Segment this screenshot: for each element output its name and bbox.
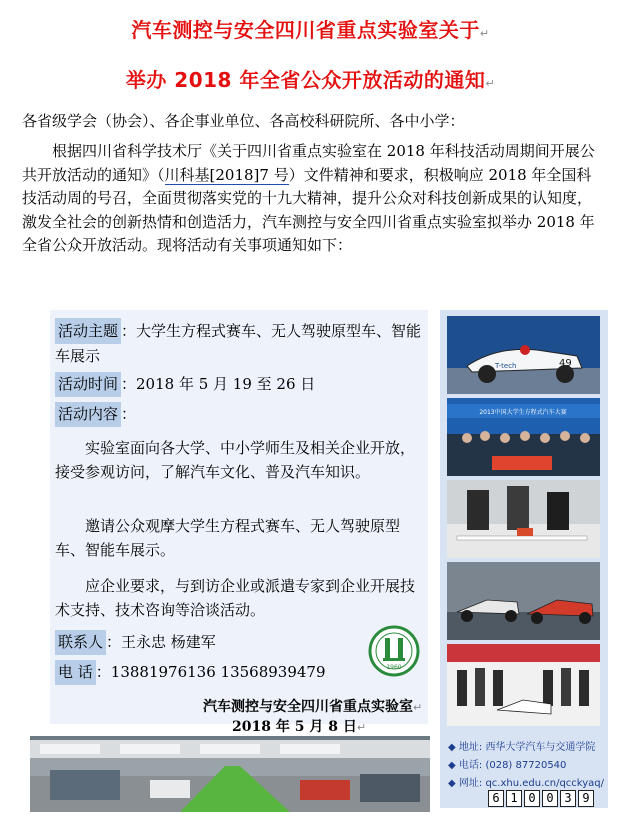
postcode-digit: 3	[560, 790, 576, 807]
website-line[interactable]: ◆ 网址: qc.xhu.edu.cn/qcckyaq/	[448, 778, 604, 789]
car-brand: T-tech	[495, 362, 517, 370]
issuing-organization: 汽车测控与安全四川省重点实验室↵	[203, 699, 423, 715]
time-label: 活动时间	[55, 372, 121, 397]
contact-label: 联系人	[55, 630, 106, 655]
phone-line: ◆ 电话: (028) 87720540	[448, 760, 567, 771]
formula-cars-photo	[447, 562, 600, 640]
activity-time: 活动时间 ：2018 年 5 月 19 至 26 日	[55, 372, 315, 397]
lab-photo	[30, 736, 430, 812]
document-reference: 川科基[2018]7 号	[164, 165, 289, 184]
title-line-1: 汽车测控与安全四川省重点实验室关于↵	[131, 18, 490, 42]
title-line-2: 举办 2018 年全省公众开放活动的通知↵	[125, 68, 496, 92]
postcode-boxes	[488, 790, 594, 807]
postcode-digit: 6	[488, 790, 504, 807]
banner-text: 2013中国大学生方程式汽车大赛	[479, 409, 567, 416]
content-paragraph-1: 实验室面向各大学、中小学师生及相关企业开放，接受参观访问，了解汽车文化、普及汽车知识。	[55, 439, 416, 481]
content-paragraph-2: 邀请公众观摩大学生方程式赛车、无人驾驶原型车、智能车展示。	[55, 517, 401, 559]
contact-phone: 电 话 ：13881976136 13568939479	[55, 660, 326, 685]
content-label: 活动内容	[55, 402, 121, 427]
intro-paragraph: 根据四川省科学技术厅《关于四川省重点实验室在 2018 年科技活动周期间开展公共开放活动的通知》（川科基[2018]7 号）文件精神和要求，积极响应 2018 年全国科技活动周的号召，全面贯彻落实党的十九大精神，提升公众对科技创新成果的认知度，激发全社会的创新热情和创造活力，汽车测控与安全四川省重点实验室拟举办 2018 年全省公众开放活动。现将活动有关事项通知如下：	[22, 142, 595, 254]
team-with-car-photo	[447, 644, 600, 726]
postcode-digit: 0	[542, 790, 558, 807]
issue-date: 2018 年 5 月 8 日↵	[232, 719, 367, 735]
race-car-photo	[447, 316, 600, 394]
address-line: ◆ 地址: 西华大学汽车与交通学院	[448, 742, 596, 753]
activity-theme: 活动主题 ：大学生方程式赛车、无人驾驶原型车、智能车展示	[55, 318, 425, 368]
car-number: 49	[559, 358, 572, 369]
smart-car-workshop-photo	[447, 480, 600, 558]
postcode-digit: 1	[506, 790, 522, 807]
postcode-digit: 9	[578, 790, 594, 807]
logo-year: 1960	[386, 664, 402, 671]
website-link[interactable]: qc.xhu.edu.cn/qcckyaq/	[485, 778, 604, 789]
content-paragraph-3: 应企业要求，与到访企业或派遣专家到企业开展技术支持、技术咨询等洽谈活动。	[55, 577, 416, 619]
phone-label: 电 话	[55, 660, 96, 685]
salutation: 各省级学会（协会）、各企事业单位、各高校科研院所、各中小学：	[22, 112, 465, 130]
team-group-photo	[447, 398, 600, 476]
postcode-digit: 0	[524, 790, 540, 807]
contact-person: 联系人 ：王永忠 杨建军	[55, 630, 216, 655]
university-logo	[368, 625, 420, 677]
theme-label: 活动主题	[55, 318, 121, 344]
activity-content-heading: 活动内容 ：	[55, 402, 136, 427]
